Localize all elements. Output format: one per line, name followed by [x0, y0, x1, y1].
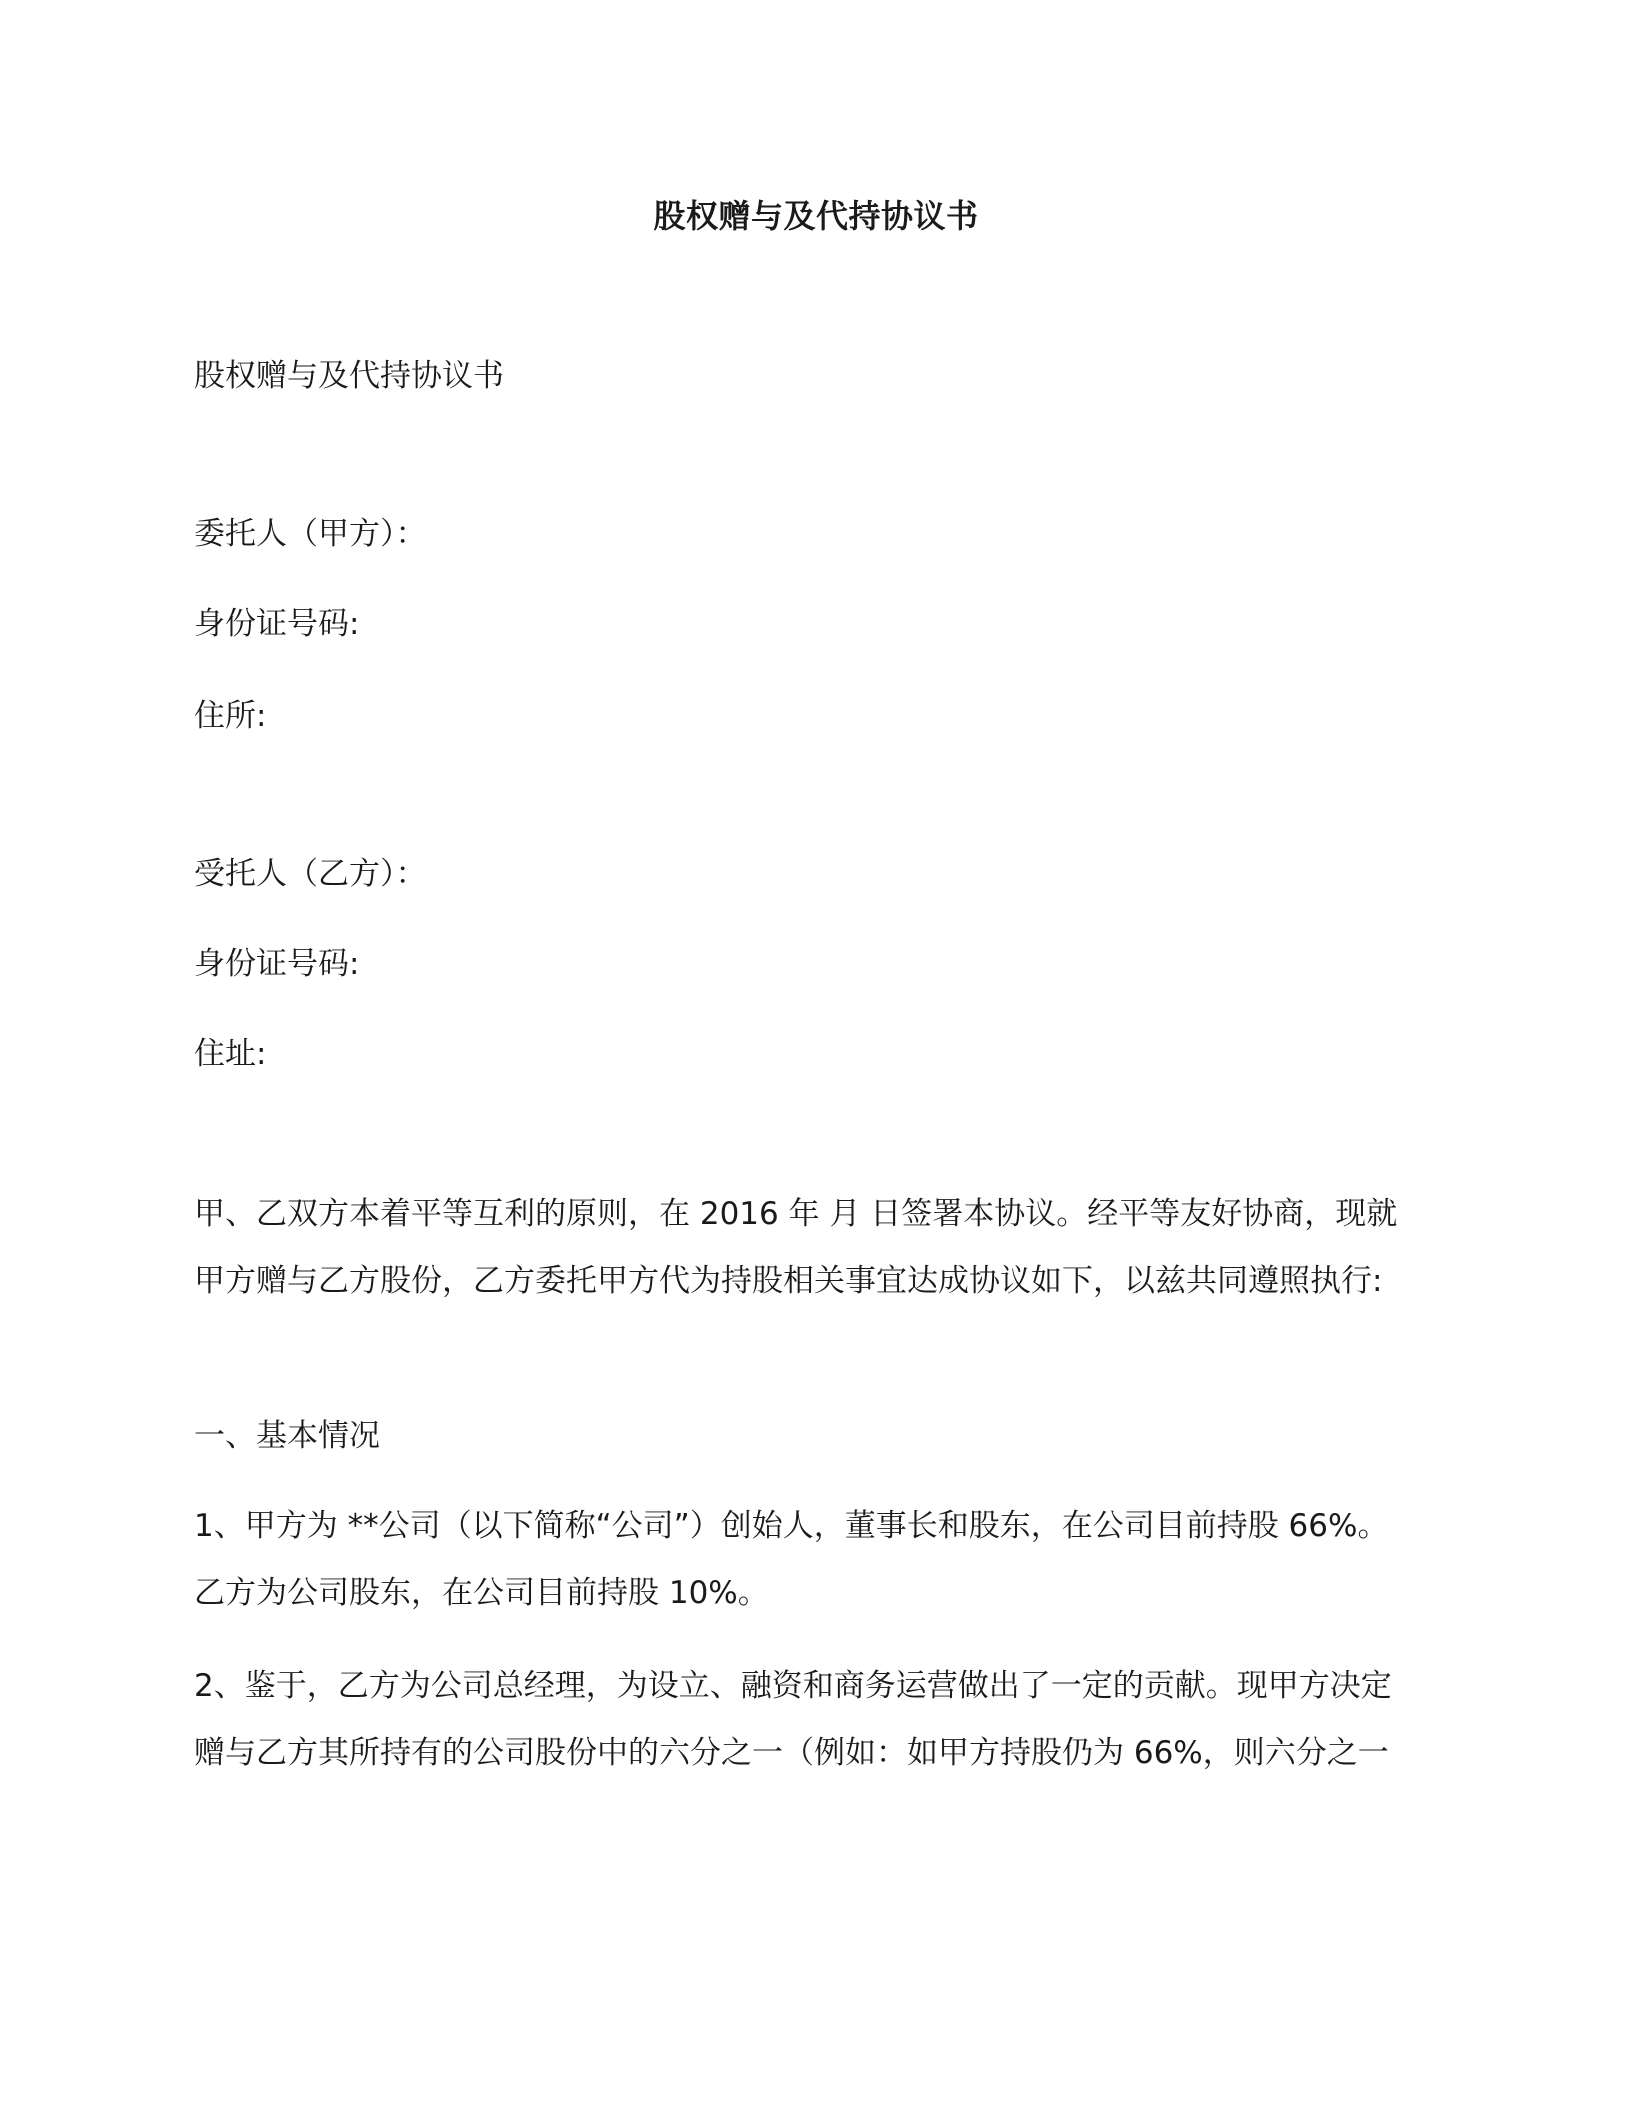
- clause-2-line-1: 2、鉴于，乙方为公司总经理，为设立、融资和商务运营做出了一定的贡献。现甲方决定: [194, 1668, 1392, 1704]
- intro-line-2: 甲方赠与乙方股份，乙方委托甲方代为持股相关事宜达成协议如下，以兹共同遵照执行:: [194, 1263, 1383, 1299]
- clause-1-line-2: 乙方为公司股东，在公司目前持股 10%。: [194, 1575, 769, 1611]
- clause-2: [194, 1666, 1450, 1800]
- intro-paragraph: [194, 1194, 1450, 1328]
- page-title: 股权赠与及代持协议书: [653, 197, 979, 235]
- clause-1-line-1: 1、甲方为 **公司（以下简称“公司”）创始人，董事长和股东，在公司目前持股 66%。: [194, 1508, 1389, 1544]
- party-b-id-label: 身份证号码:: [194, 946, 360, 982]
- party-a-label: 委托人（甲方）：: [194, 516, 427, 552]
- party-a-address-label: 住所:: [194, 698, 267, 734]
- clause-1: [194, 1506, 1450, 1640]
- party-b-address-label: 住址:: [194, 1036, 267, 1072]
- section-heading: 一、基本情况: [194, 1418, 380, 1454]
- party-a-id-label: 身份证号码:: [194, 606, 360, 642]
- document-subtitle: 股权赠与及代持协议书: [194, 358, 504, 394]
- intro-line-1: 甲、乙双方本着平等互利的原则，在 2016 年 月 日签署本协议。经平等友好协商，现就: [194, 1196, 1398, 1232]
- party-b-label: 受托人（乙方）：: [194, 856, 427, 892]
- clause-2-line-2: 赠与乙方其所持有的公司股份中的六分之一（例如：如甲方持股仍为 66%，则六分之一: [194, 1735, 1389, 1771]
